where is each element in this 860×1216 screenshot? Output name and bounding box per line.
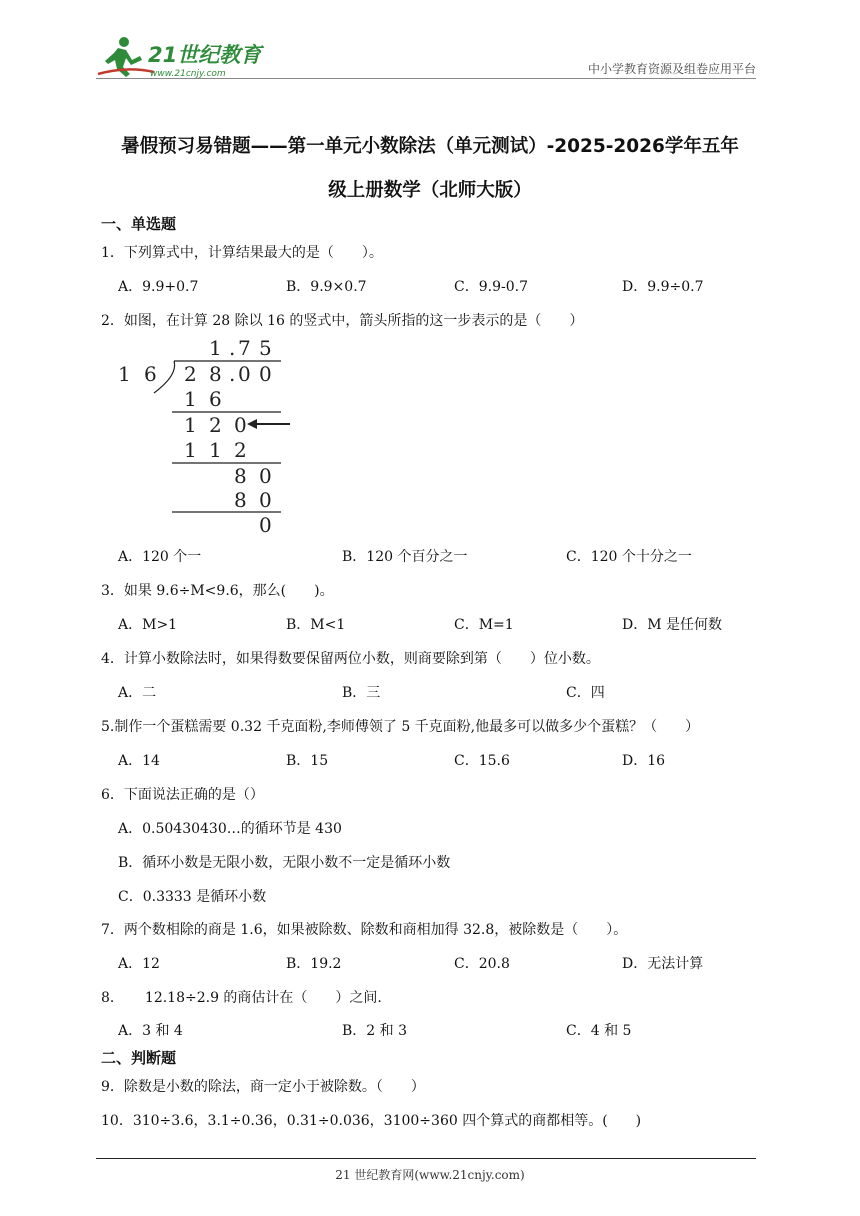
q1-option-a[interactable]: A．9.9+0.7 <box>118 279 199 295</box>
question-8: 8． 12.18÷2.9 的商估计在（ ）之间. <box>101 990 382 1006</box>
q6-option-a[interactable]: A．0.50430430…的循环节是 430 <box>118 821 342 837</box>
q7-option-b[interactable]: B．19.2 <box>286 956 342 972</box>
q5-option-b[interactable]: B．15 <box>286 753 329 769</box>
step-digit: 1 <box>209 438 222 462</box>
step-digit: 1 <box>184 438 197 462</box>
logo-text: 21世纪教育 <box>148 43 262 67</box>
question-7: 7．两个数相除的商是 1.6，如果被除数、除数和商相加得 32.8，被除数是（ ）。 <box>101 922 628 938</box>
q4-option-b[interactable]: B．三 <box>342 685 381 701</box>
step-digit: 0 <box>234 413 247 437</box>
step-digit: 6 <box>209 387 222 411</box>
question-9: 9．除数是小数的除法，商一定小于被除数。（ ） <box>101 1079 425 1095</box>
footer-divider <box>96 1158 756 1159</box>
q2-option-a[interactable]: A．120 个一 <box>118 549 202 565</box>
header-platform-text: 中小学教育资源及组卷应用平台 <box>587 62 756 76</box>
question-5: 5.制作一个蛋糕需要 0.32 千克面粉,李师傅领了 5 千克面粉,他最多可以做多少个蛋糕？（ ） <box>101 719 700 735</box>
dividend-point: . <box>229 362 236 386</box>
step-digit: 1 <box>184 413 197 437</box>
step-digit: 2 <box>234 438 247 462</box>
quotient-digit: 5 <box>259 336 272 360</box>
step-digit: 0 <box>259 464 272 488</box>
step-digit: 8 <box>234 488 247 512</box>
q8-option-a[interactable]: A．3 和 4 <box>118 1023 183 1039</box>
document-title-line1: 暑假预习易错题——第一单元小数除法（单元测试）-2025-2026学年五年 <box>121 136 739 157</box>
q5-option-a[interactable]: A．14 <box>118 753 160 769</box>
q8-option-b[interactable]: B．2 和 3 <box>342 1023 408 1039</box>
q6-option-c[interactable]: C．0.3333 是循环小数 <box>118 889 267 905</box>
document-title-line2: 级上册数学（北师大版） <box>328 180 532 201</box>
q3-option-c[interactable]: C．M=1 <box>454 617 514 633</box>
q1-option-d[interactable]: D．9.9÷0.7 <box>622 279 704 295</box>
runner-logo-icon <box>96 34 266 80</box>
arrow-left-icon <box>247 419 290 429</box>
quotient-digit: 7 <box>238 336 251 360</box>
q3-option-d[interactable]: D．M 是任何数 <box>622 617 723 633</box>
long-division-figure <box>114 335 314 540</box>
header-divider <box>96 78 756 79</box>
question-3: 3．如果 9.6÷M<9.6，那么( )。 <box>101 583 334 599</box>
q5-option-d[interactable]: D．16 <box>622 753 666 769</box>
q8-option-c[interactable]: C．4 和 5 <box>566 1023 632 1039</box>
question-1: 1．下列算式中，计算结果最大的是（ ）。 <box>101 245 383 261</box>
quotient-point: . <box>229 336 236 360</box>
q1-option-b[interactable]: B．9.9×0.7 <box>286 279 367 295</box>
dividend-digit: 8 <box>209 362 222 386</box>
q1-option-c[interactable]: C．9.9-0.7 <box>454 279 528 295</box>
section-heading-single-choice: 一、单选题 <box>101 215 177 233</box>
question-4: 4．计算小数除法时，如果得数要保留两位小数，则商要除到第（ ）位小数。 <box>101 651 600 667</box>
q2-option-c[interactable]: C．120 个十分之一 <box>566 549 692 565</box>
q7-option-d[interactable]: D．无法计算 <box>622 956 704 972</box>
q4-option-c[interactable]: C．四 <box>566 685 605 701</box>
q4-option-a[interactable]: A．二 <box>118 685 157 701</box>
step-digit: 2 <box>209 413 222 437</box>
remainder-digit: 0 <box>259 513 272 537</box>
dividend-digit: 0 <box>259 362 272 386</box>
logo-url: www.21cnjy.com <box>150 69 226 79</box>
site-logo <box>96 34 266 80</box>
step-digit: 1 <box>184 387 197 411</box>
q2-option-b[interactable]: B．120 个百分之一 <box>342 549 468 565</box>
q7-option-c[interactable]: C．20.8 <box>454 956 510 972</box>
divisor-digit: 6 <box>144 362 157 386</box>
q5-option-c[interactable]: C．15.6 <box>454 753 510 769</box>
question-6: 6．下面说法正确的是（） <box>101 787 264 803</box>
step-digit: 8 <box>234 464 247 488</box>
q7-option-a[interactable]: A．12 <box>118 956 160 972</box>
section-heading-judge: 二、判断题 <box>101 1049 177 1067</box>
divisor-digit: 1 <box>118 362 131 386</box>
dividend-digit: 0 <box>238 362 251 386</box>
footer-text: 21 世纪教育网(www.21cnjy.com) <box>335 1168 525 1182</box>
step-digit: 0 <box>259 488 272 512</box>
q6-option-b[interactable]: B．循环小数是无限小数，无限小数不一定是循环小数 <box>118 855 451 871</box>
quotient-digit: 1 <box>209 336 222 360</box>
dividend-digit: 2 <box>184 362 197 386</box>
question-10: 10．310÷3.6，3.1÷0.36，0.31÷0.036，3100÷360 四个算式的商都相等。( ) <box>101 1113 642 1129</box>
q3-option-a[interactable]: A．M>1 <box>118 617 178 633</box>
q3-option-b[interactable]: B．M<1 <box>286 617 346 633</box>
question-2: 2．如图，在计算 28 除以 16 的竖式中，箭头所指的这一步表示的是（ ） <box>101 313 584 329</box>
